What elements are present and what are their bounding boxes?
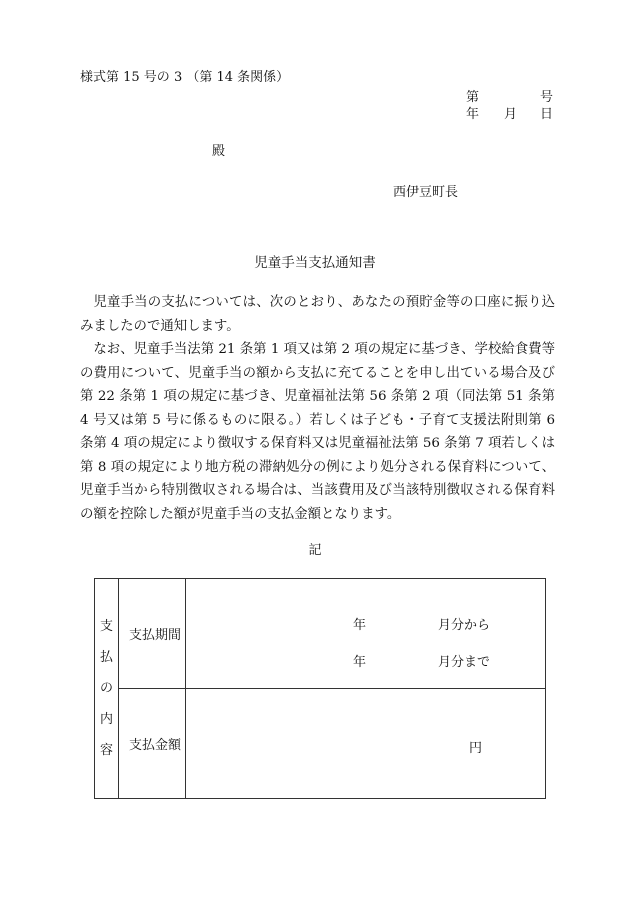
period-from-year: 年	[353, 618, 367, 633]
ki-heading: 記	[308, 543, 322, 558]
issuer: 西伊豆町長	[393, 185, 459, 200]
amount-value-cell	[186, 689, 546, 799]
table-row	[95, 689, 546, 799]
date-day: 日	[540, 107, 554, 122]
paragraph-1: 児童手当の支払については、次のとおり、あなたの預貯金等の口座に振り込みましたので通知します。	[80, 295, 555, 334]
period-label: 支払期間	[119, 579, 186, 689]
document-number-prefix: 第	[466, 90, 480, 105]
amount-unit: 円	[469, 741, 483, 756]
period-to-month: 月分まで	[438, 655, 491, 670]
document-number-suffix: 号	[540, 90, 554, 105]
table-row	[95, 579, 546, 689]
period-from-month: 月分から	[438, 618, 491, 633]
section-label-char: 支	[99, 619, 113, 634]
body-text	[80, 291, 555, 526]
section-label-char: 容	[99, 743, 113, 758]
period-value-cell	[186, 579, 546, 689]
paragraph-2: なお、児童手当法第 21 条第 1 項又は第 2 項の規定に基づき、学校給食費等の費用について、児童手当の額から支払に充てることを申し出ている場合及び第 22 条第 1 項の規定に基づき、児童福祉法第 56 条第 2 項（同法第 51 条第 4 号又は第 5 号に係るものに限る。）若しくは子ども・子育て支援法附則第 6 条第 4 項の規定により徴収する保育料又は児童福祉法第 56 条第 7 項若しくは第 8 項の規定により地方税の滞納処分の例により処分される保育料について、児童手当から特別徴収される場合は、当該費用及び当該特別徴収される保育料の額を控除した額が児童手当の支払金額となります。	[80, 342, 555, 522]
period-to-year: 年	[353, 655, 367, 670]
document-title: 児童手当支払通知書	[254, 255, 376, 271]
section-label-char: 払	[99, 650, 113, 665]
form-number: 様式第 15 号の 3 （第 14 条関係）	[80, 70, 290, 85]
addressee: 殿	[212, 144, 226, 159]
date-year: 年	[466, 107, 480, 122]
section-label-char: の	[99, 681, 113, 696]
date-month: 月	[504, 107, 518, 122]
section-label-char: 内	[99, 712, 113, 727]
section-label	[95, 579, 119, 799]
amount-label: 支払金額	[119, 689, 186, 799]
payment-details-table	[94, 578, 546, 799]
